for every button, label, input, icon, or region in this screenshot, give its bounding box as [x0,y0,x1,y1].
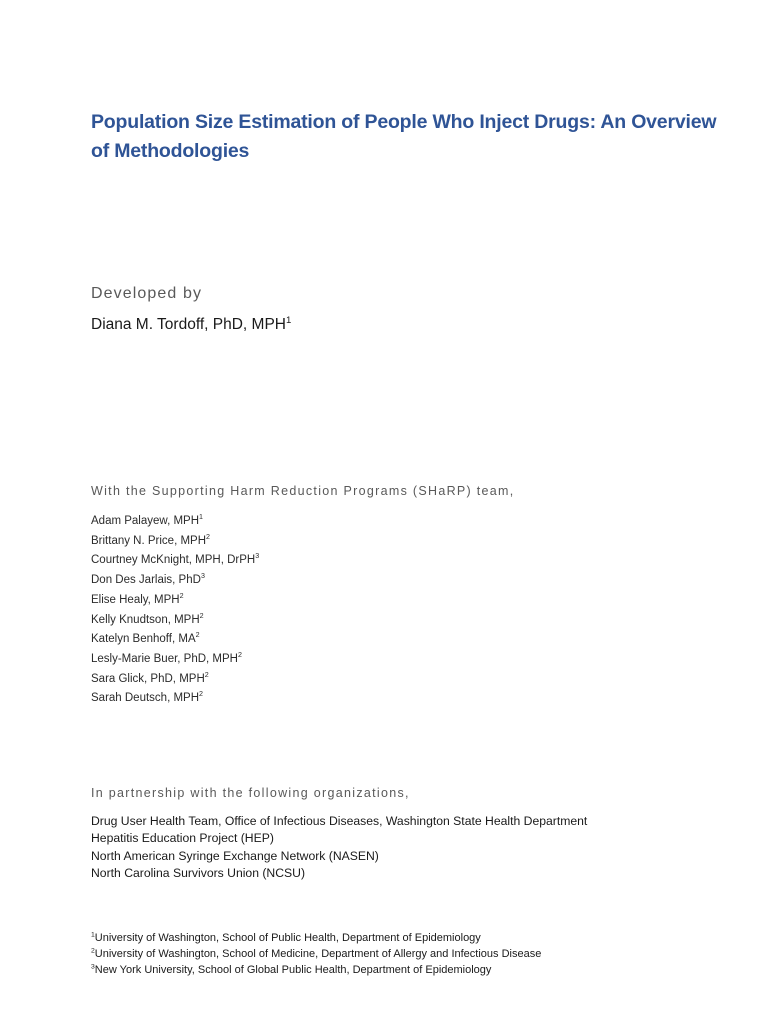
footnote: $^3$New York University, School of Global Public Health, Department of Epidemiology [91,963,492,976]
team-heading: With the Supporting Harm Reduction Programs (SHaRP) team, [91,484,515,498]
developed-by-label: Developed by [91,285,203,302]
author-name: Diana M. Tordoff, PhD, MPH [91,316,286,333]
footnote: $^2$University of Washington, School of Medicine, Department of Allergy and Infectious Disease [91,947,542,960]
author-affiliation-mark: 1 [285,314,292,326]
title-line-2: of Methodologies [91,140,250,162]
organization-item: Drug User Health Team, Office of Infectious Diseases, Washington State Health Department [91,814,588,828]
team-member: Sara Glick, PhD, MPH$^2$ [91,670,209,685]
footnotes [91,930,541,978]
team-member: Katelyn Benhoff, $MA^2$ [91,631,200,646]
organizations-heading: In partnership with the following organizations, [91,786,410,800]
title-line-1: Population Size Estimation of People Who Inject Drugs: An Overview [91,111,717,133]
team-member: Courtney McKnight, MPH, DrPH$^3$ [91,552,260,567]
document-title [91,108,717,166]
organization-item: North Carolina Survivors Union (NCSU) [91,865,306,880]
team-member: Kelly Knudtson, MPH$^2$ [91,611,204,626]
organization-list [91,813,587,882]
team-member: Don Des Jarlais, PhD$^3$ [91,572,205,587]
author-line [91,316,291,334]
team-member: Sarah Deutsch, MPH$^2$ [91,690,203,705]
team-member: Adam Palayew, MPH$^1$ [91,513,203,527]
team-member: Elise Healy, MPH$^2$ [91,591,184,606]
footnote: $^1$University of Washington, School of Public Health, Department of Epidemiology [91,931,481,944]
organization-item: Hepatitis Education Project (HEP) [91,831,274,846]
team-list [91,512,259,709]
team-member: Brittany N. Price, MPH$^2$ [91,532,210,547]
organization-item: North American Syringe Exchange Network (NASEN) [91,848,379,863]
team-member: Lesly-Marie Buer, PhD, MPH$^2$ [91,651,242,665]
